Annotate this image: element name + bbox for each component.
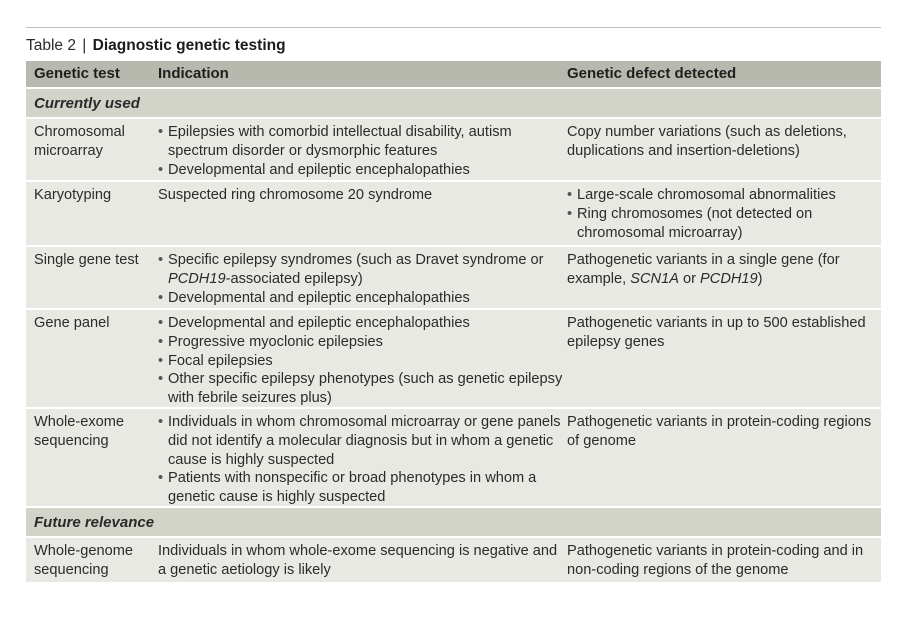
table-row-single-gene: [26, 247, 881, 310]
gene-name: PCDH19: [700, 270, 758, 287]
cell-indication: [158, 119, 567, 180]
text-run: Pathogenetic variants in a single gene (for example,: [567, 252, 840, 287]
list-item: • Large-scale chromosomal abnormalities: [567, 186, 881, 205]
cell-indication: [158, 310, 567, 407]
cell-defect: Pathogenetic variants in up to 500 established epilepsy genes: [567, 315, 866, 350]
header-genetic-test: Genetic test: [34, 65, 120, 82]
list-item: • Other specific epilepsy phenotypes (such as genetic epilepsy with febrile seizures plus): [158, 370, 567, 408]
table-number: Table 2: [26, 37, 76, 54]
list-item: • Developmental and epileptic encephalopathies: [158, 314, 567, 333]
caption-separator: |: [82, 37, 87, 54]
cell-test: Single gene test: [34, 252, 139, 268]
cell-defect: [567, 247, 881, 308]
cell-indication: [158, 409, 567, 506]
table-figure: [26, 27, 881, 584]
table-row-karyotyping: [26, 182, 881, 247]
table-row-wgs: [26, 538, 881, 584]
list-item: • Developmental and epileptic encephalopathies: [158, 161, 567, 180]
text-run: -associated epilepsy): [225, 270, 363, 287]
list-item: • Epilepsies with comorbid intellectual disability, autism spectrum disorder or dysmorphic features: [158, 123, 567, 161]
table-header-row: [26, 61, 881, 89]
text-run: ): [757, 270, 763, 287]
header-defect: Genetic defect detected: [567, 65, 737, 82]
text-run: Specific epilepsy syndromes (such as Dravet syndrome or: [168, 252, 544, 268]
gene-name: SCN1A: [630, 270, 679, 287]
table-caption: [26, 35, 881, 57]
gene-name: PCDH19: [168, 270, 226, 287]
table-row-microarray: [26, 119, 881, 182]
cell-defect: Pathogenetic variants in protein-coding and in non-coding regions of the genome: [567, 543, 864, 578]
cell-defect: Copy number variations (such as deletions, duplications and insertion-deletions): [567, 124, 847, 159]
table-row-wes: [26, 409, 881, 508]
section-currently-used: Currently used: [26, 89, 881, 119]
cell-defect: Pathogenetic variants in protein-coding regions of genome: [567, 414, 872, 449]
genetic-testing-table: [26, 61, 881, 584]
list-item: [158, 251, 567, 289]
cell-test: Karyotyping: [34, 187, 112, 203]
section-future-relevance: Future relevance: [26, 508, 881, 538]
list-item: • Ring chromosomes (not detected on chromosomal microarray): [567, 205, 881, 243]
cell-test: Whole-genome sequencing: [34, 543, 133, 578]
list-item: • Individuals in whom chromosomal microarray or gene panels did not identify a molecular diagnosis but in whom a genetic cause is highly suspected: [158, 413, 567, 469]
cell-indication: [158, 247, 567, 308]
text-run: or: [678, 270, 701, 287]
list-item: • Patients with nonspecific or broad phenotypes in whom a genetic cause is highly suspected: [158, 469, 567, 507]
cell-test: Whole-exome sequencing: [34, 414, 125, 449]
cell-test: Chromosomal microarray: [34, 124, 125, 159]
top-rule: [26, 27, 881, 28]
list-item: • Focal epilepsies: [158, 352, 567, 371]
table-row-gene-panel: [26, 310, 881, 409]
cell-defect: [567, 182, 881, 245]
table-title: Diagnostic genetic testing: [92, 37, 286, 54]
list-item: • Developmental and epileptic encephalopathies: [158, 289, 567, 308]
header-indication: Indication: [158, 65, 229, 82]
list-item: • Progressive myoclonic epilepsies: [158, 333, 567, 352]
cell-indication: Suspected ring chromosome 20 syndrome: [158, 187, 433, 203]
cell-indication: Individuals in whom whole-exome sequencing is negative and a genetic aetiology is likely: [158, 543, 558, 578]
cell-test: Gene panel: [34, 315, 110, 331]
